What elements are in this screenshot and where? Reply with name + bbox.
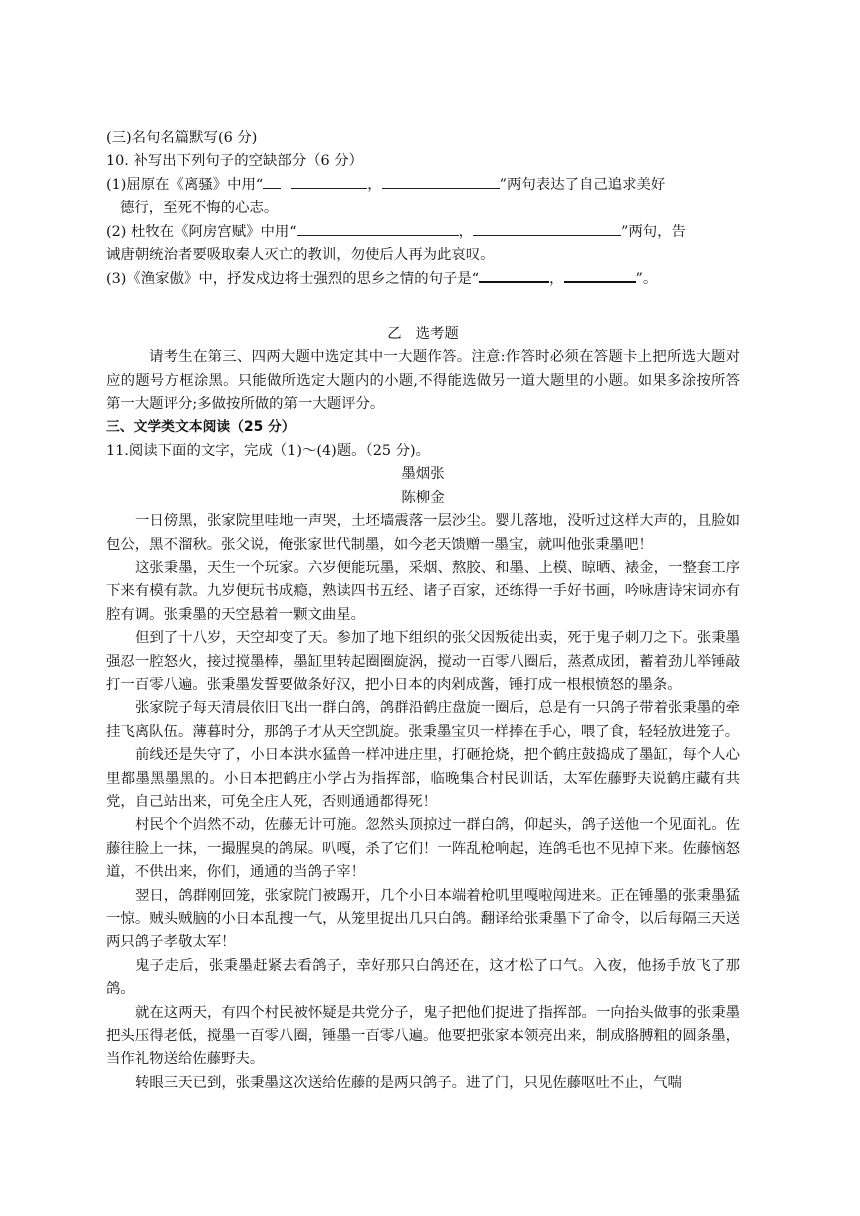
question-10-2-text-c: ”两句，告 <box>621 223 686 240</box>
blank-10-3-a[interactable] <box>479 267 549 283</box>
question-10-2-line-2: 诫唐朝统治者要吸取秦人灭亡的教训，勿使后人再为此哀叹。 <box>106 247 495 264</box>
section-elective-heading-a: 乙 <box>387 325 402 342</box>
story-paragraph: 鬼子走后，张秉墨赶紧去看鸽子，幸好那只白鸽还在，这才松了口气。入夜，他扬手放飞了那鸽。 <box>106 957 740 998</box>
question-10-1-text-b: ， <box>367 176 382 193</box>
story-paragraph: 但到了十八岁，天空却变了天。参加了地下组织的张父因叛徒出卖，死于鬼子刺刀之下。张秉墨强忍一腔怒火，接过搅墨棒，墨缸里转起圈圈旋涡，搅动一百零八圈后，蒸煮成团，蓄着劲儿举锤敲打一百零八遍。张秉墨发誓要做条好汉，把小日本的肉剁成酱，锤打成一根根愤怒的墨条。 <box>106 630 740 693</box>
blank-10-2-b[interactable] <box>473 221 621 236</box>
story-paragraph: 这张秉墨，天生一个玩家。六岁便能玩墨，采烟、熬胶、和墨、上模、晾晒、裱金，一整套工序下来有模有款。九岁便玩书成瘾，熟读四书五经、诸子百家，还练得一手好书画，吟咏唐诗宋词亦有腔有调。张秉墨的天空悬着一颗文曲星。 <box>106 559 740 623</box>
blank-10-3-b[interactable] <box>564 267 636 283</box>
question-10-3-text-a: (3)《渔家傲》中，抒发戍边将士强烈的思乡之情的句子是“ <box>106 271 480 288</box>
section-elective-instructions: 请考生在第三、四两大题中选定其中一大题作答。注意:作答时必须在答题卡上把所选大题对应的题号方框涂黑。只能做所选定大题内的小题,不得能选做另一道大题里的小题。如果多涂按所答第一大题评分;多做按所做的第一大题评分。 <box>106 349 740 413</box>
question-10: 10. 补写出下列句子的空缺部分（6 分） <box>106 153 364 170</box>
exam-page <box>106 127 740 1095</box>
section-elective-heading-b: 选考题 <box>415 325 459 342</box>
story-paragraph: 翌日，鸽群刚回笼，张家院门被踢开，几个小日本端着枪叽里嘎啦闯进来。正在锤墨的张秉墨猛一惊。贼头贼脑的小日本乱搜一气，从笼里捉出几只白鸽。翻译给张秉墨下了命令，以后每隔三天送两只鸽子孝敬太军！ <box>106 887 740 951</box>
question-10-1-line-2: 德行，至死不悔的心志。 <box>120 200 279 217</box>
blank-10-1-b[interactable] <box>291 174 367 189</box>
story-paragraph: 村民个个岿然不动，佐藤无计可施。忽然头顶掠过一群白鸽，仰起头，鸽子送他一个见面礼。佐藤往脸上一抹，一撮腥臭的鸽屎。叭嘎，杀了它们！一阵乱枪响起，连鸽毛也不见掉下来。佐藤恼怒道，不供出来，你们，通通的当鸽子宰！ <box>106 817 740 881</box>
question-10-1-line-1 <box>106 174 740 197</box>
question-10-3-text-c: ”。 <box>635 271 658 288</box>
blank-10-1-a[interactable] <box>263 174 281 189</box>
question-10-1-text-c: ”两句表达了自己追求美好 <box>499 176 666 193</box>
story-paragraph: 转眼三天已到，张秉墨这次送给佐藤的是两只鸽子。进了门，只见佐藤呕吐不止，气喘 <box>135 1074 682 1091</box>
story-paragraph: 张家院子每天清晨依旧飞出一群白鸽，鸽群沿鹤庄盘旋一圈后，总是有一只鸽子带着张秉墨的牵挂飞离队伍。薄暮时分，那鸽子才从天空凯旋。张秉墨宝贝一样捧在手心，喂了食，轻轻放进笼子。 <box>106 700 740 740</box>
section-literature-heading: 三、文学类文本阅读（25 分） <box>106 419 296 436</box>
question-10-3-line <box>106 267 740 291</box>
story-author: 陈柳金 <box>401 489 445 506</box>
question-11: 11.阅读下面的文字，完成（1)～(4)题。（25 分)。 <box>106 442 430 459</box>
question-10-2-line-1 <box>106 221 740 244</box>
question-10-2-text-a: (2) 杜牧在《阿房宫赋》中用“ <box>106 223 297 240</box>
blank-10-1-c[interactable] <box>382 174 500 189</box>
section-famous-heading: (三)名句名篇默写(6 分) <box>106 130 258 146</box>
section-elective-heading <box>106 323 740 346</box>
story-paragraph: 前线还是失守了，小日本洪水猛兽一样冲进庄里，打砸抢烧，把个鹤庄鼓捣成了墨缸，每个人心里都墨黑墨黑的。小日本把鹤庄小学占为指挥部，临晚集合村民训话，太军佐藤野夫说鹤庄藏有共党，自己站出来，可免全庄人死，否则通通都得死！ <box>106 747 740 810</box>
question-10-2-text-b: ， <box>458 223 474 240</box>
blank-10-2-a[interactable] <box>297 221 459 236</box>
question-10-1-text-a: (1)屈原在《离骚》中用“ <box>106 176 264 193</box>
story-paragraph: 一日傍黑，张家院里哇地一声哭，土坯墙震落一层沙尘。婴儿落地，没听过这样大声的，且脸如包公，黑不溜秋。张父说，俺张家世代制墨，如今老天馈赠一墨宝，就叫他张秉墨吧！ <box>106 513 740 553</box>
question-10-3-text-b: ， <box>549 271 564 288</box>
story-title: 墨烟张 <box>401 466 445 483</box>
story-paragraph: 就在这两天，有四个村民被怀疑是共党分子，鬼子把他们捉进了指挥部。一向抬头做事的张秉墨把头压得老低，搅墨一百零八圈，锤墨一百零八遍。他要把张家本领亮出来，制成胳膊粗的圆条墨，当作礼物送给佐藤野夫。 <box>106 1004 740 1068</box>
